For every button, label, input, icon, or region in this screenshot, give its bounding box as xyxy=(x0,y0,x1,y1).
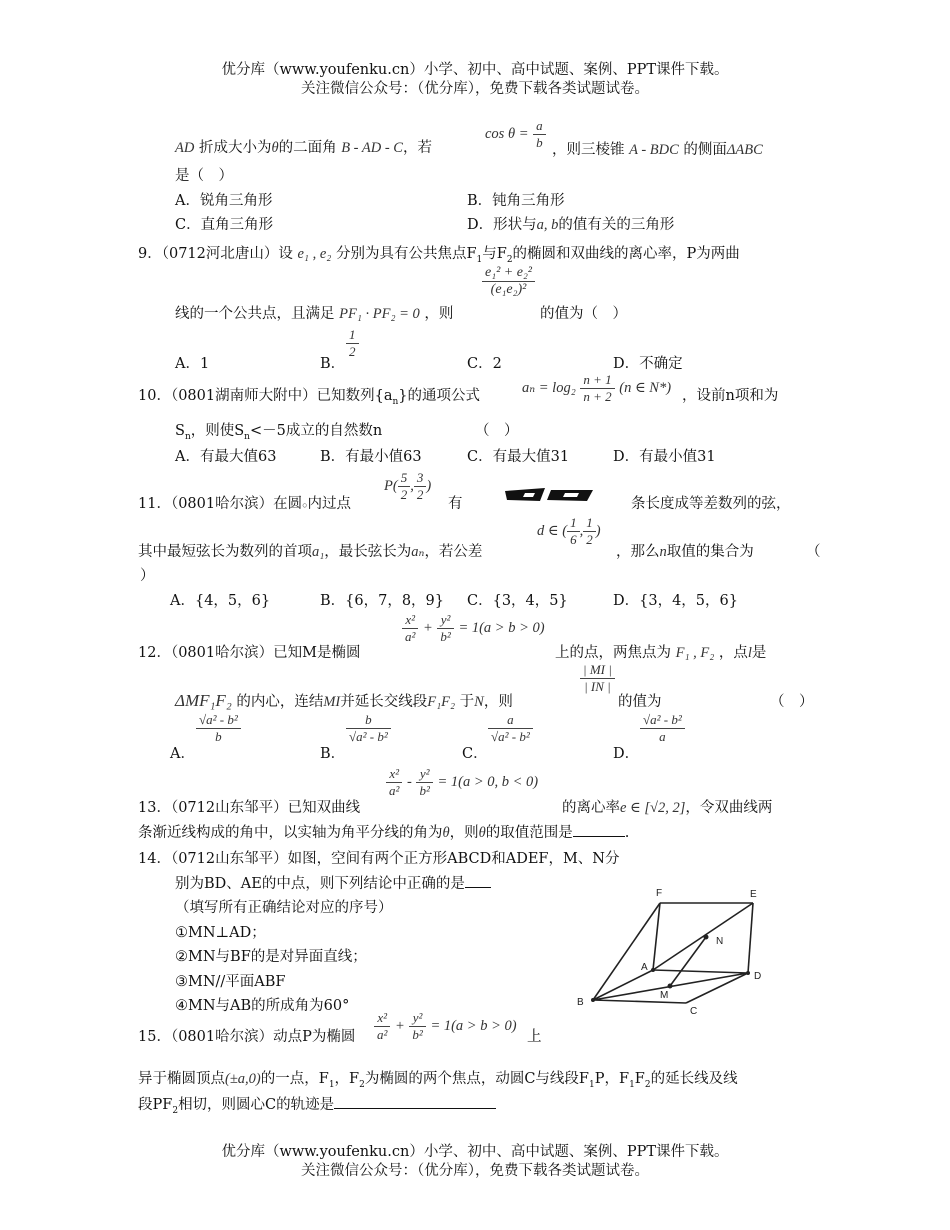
num: y² xyxy=(419,766,430,781)
edge-CD xyxy=(686,973,748,1003)
text: ，则使S xyxy=(190,423,245,439)
math-P: P( xyxy=(384,478,398,494)
math-cos: cos θ = xyxy=(485,126,529,142)
text: . xyxy=(624,825,630,841)
q10-option-a: A．有最大值63 xyxy=(175,449,277,465)
text: （0801哈尔滨）已知M是椭圆 xyxy=(170,645,361,661)
text: ，令双曲线两 xyxy=(685,800,773,816)
math-l: l xyxy=(747,645,752,661)
text: ，则 xyxy=(424,306,454,322)
page-header-line1: 优分库（www.youfenku.cn）小学、初中、高中试题、案例、PPT课件下载。 xyxy=(221,62,729,78)
q11-paren-open: （ xyxy=(806,544,821,560)
page-footer-line2: 关注微信公众号：（优分库），免费下载各类试题试卷。 xyxy=(301,1163,649,1179)
den: b xyxy=(533,134,546,151)
point-A xyxy=(651,968,655,972)
q11-paren-close: ） xyxy=(140,568,155,584)
text: ，若 xyxy=(402,140,432,156)
text: 取值的集合为 xyxy=(666,544,754,560)
q11-line2-tail xyxy=(616,540,754,561)
image-artifact-icon xyxy=(505,488,595,502)
math-MI: MI xyxy=(323,694,341,710)
frac-MI-IN xyxy=(580,662,615,695)
question-number: 12． xyxy=(138,645,171,661)
math-plus: + xyxy=(395,1018,405,1034)
text: P，F xyxy=(594,1071,630,1087)
label-C: C xyxy=(690,1006,698,1017)
text: D．形状与 xyxy=(467,217,537,233)
question-number: 10． xyxy=(138,388,171,404)
num: 1 xyxy=(349,327,356,342)
text: （0712山东邹平）如图，空间有两个正方形ABCD和ADEF，M、N分 xyxy=(170,851,620,867)
math-an: aₙ xyxy=(411,544,425,560)
text: }的通项公式 xyxy=(398,388,481,404)
math-close: ) xyxy=(426,478,432,494)
q10-paren: （ ） xyxy=(475,423,519,439)
math-minus: - xyxy=(407,774,412,790)
math-d: d ∈ ( xyxy=(537,523,568,539)
math-vertex: (±a,0) xyxy=(225,1071,261,1087)
num: 5 xyxy=(400,470,408,485)
q14-option-4: ④MN与AB的所成角为60° xyxy=(175,998,350,1014)
edge-MN xyxy=(670,937,706,986)
text: ，则三棱锥 xyxy=(552,142,625,158)
num: x² xyxy=(389,766,400,781)
den: b² xyxy=(409,1026,425,1043)
den: a² xyxy=(386,782,402,799)
num: x² xyxy=(377,1010,388,1025)
math-dihedral: B - AD - C xyxy=(341,140,403,156)
geometry-figure xyxy=(570,880,780,1020)
math-dot-product: PF₁ · PF₂ = 0 xyxy=(339,306,420,322)
edge-FB xyxy=(593,903,660,1000)
question-number: 9． xyxy=(138,246,162,262)
frac-a-sqrt xyxy=(488,712,533,745)
q11-line2 xyxy=(138,540,482,561)
point-N xyxy=(704,935,709,940)
question-number: 11． xyxy=(138,496,171,512)
den: √a² - b² xyxy=(346,728,391,745)
den: 2 xyxy=(346,343,359,360)
q11-d-range: d ∈ ( $\frac{1}{6}$ , $\frac{1}{2}$ ) xyxy=(537,515,601,547)
num: b xyxy=(365,712,372,727)
q14-option-1: ①MN⊥AD； xyxy=(175,925,266,941)
edge-AE xyxy=(653,903,753,970)
label-F: F xyxy=(656,888,663,899)
question-number: 13． xyxy=(138,800,171,816)
q9-option-d: D．不确定 xyxy=(613,356,683,372)
math-circle: ○ xyxy=(302,500,308,510)
text: 的值有关的三角形 xyxy=(558,217,675,233)
math-AD: AD xyxy=(175,140,195,156)
frac-sqrt-b xyxy=(196,712,241,745)
den: b xyxy=(196,728,241,745)
den: 6 xyxy=(567,531,580,548)
math-e1e2: e₁ , e₂ xyxy=(297,246,332,262)
q13-hyperbola xyxy=(386,766,538,799)
math-triangle: ΔABC xyxy=(726,142,763,158)
label-B: B xyxy=(577,997,584,1008)
text: 的内心，连结 xyxy=(236,694,324,710)
q14-line1 xyxy=(138,847,620,868)
q10-line2: $S_n$，则使$S_n<-5$成立的自然数n xyxy=(175,423,383,442)
math-e-range: e ∈ [√2, 2] xyxy=(620,800,686,816)
text: 上的点，两焦点为 xyxy=(555,645,671,661)
text: 相切，则圆心C的轨迹是 xyxy=(178,1097,335,1113)
q11-you: 有 xyxy=(448,496,463,512)
point-B xyxy=(591,998,595,1002)
math-N: N xyxy=(474,694,484,710)
num: e₁² + e₂² xyxy=(485,265,533,280)
q12-option-b: B． xyxy=(320,746,346,762)
q12-option-d: D． xyxy=(613,746,640,762)
num: a xyxy=(507,712,514,727)
text: ，那么 xyxy=(616,544,660,560)
frac-y2 xyxy=(409,1010,425,1043)
text: 的二面角 xyxy=(278,140,337,156)
math-plus: + xyxy=(423,620,433,636)
q9-option-b: B． xyxy=(320,356,346,372)
frac-x2 xyxy=(402,612,418,645)
text: ，最长弦长为 xyxy=(324,544,412,560)
q12-line1 xyxy=(138,641,360,662)
label-N: N xyxy=(716,936,724,947)
edge-AD xyxy=(653,970,748,973)
frac-3-2 xyxy=(414,470,427,503)
text: 并延长交线段 xyxy=(340,694,428,710)
num: √a² - b² xyxy=(199,712,238,727)
num: n + 1 xyxy=(583,372,612,387)
num: x² xyxy=(405,612,416,627)
q15-ellipse xyxy=(374,1010,517,1043)
num: 1 xyxy=(586,515,593,530)
q9-fraction xyxy=(482,265,535,298)
text: 为椭圆的两个焦点，动圆C与线段F xyxy=(364,1071,589,1087)
text: ，则 xyxy=(483,694,513,710)
text: ，若公差 xyxy=(424,544,483,560)
q8-line1 xyxy=(175,136,432,157)
q8-option-a: A．锐角三角形 xyxy=(175,193,273,209)
text: （0712河北唐山）设 xyxy=(161,246,293,262)
page-footer-line1: 优分库（www.youfenku.cn）小学、初中、高中试题、案例、PPT课件下载。 xyxy=(221,1144,729,1160)
text: 的离心率 xyxy=(562,800,620,816)
text: ，点 xyxy=(718,645,748,661)
text: 内过点 xyxy=(307,496,352,512)
frac-e xyxy=(482,265,535,298)
text: 分别为具有公共焦点F xyxy=(335,246,477,262)
text: （0712山东邹平）已知双曲线 xyxy=(170,800,361,816)
math-n: n xyxy=(659,544,667,560)
den: √a² - b² xyxy=(488,728,533,745)
den: 2 xyxy=(398,486,411,503)
question-number: 15． xyxy=(138,1029,171,1045)
den: b² xyxy=(437,628,453,645)
math-theta: θ xyxy=(271,140,279,156)
q12-ratio xyxy=(580,662,615,695)
q14-option-3: ③MN//平面ABF xyxy=(175,974,286,990)
label-E: E xyxy=(750,889,757,900)
q8-line1b xyxy=(552,138,763,159)
den: (e₁e₂)² xyxy=(482,281,535,298)
math-hyperbola-eq: = 1(a > 0, b < 0) xyxy=(437,774,539,790)
text: ，则 xyxy=(449,825,479,841)
q12-option-c: C． xyxy=(462,746,488,762)
q14-line3: （填写所有正确结论对应的序号） xyxy=(175,900,393,916)
text: 线的一个公共点，且满足 xyxy=(175,306,335,322)
num: | MI | xyxy=(583,662,612,677)
q11-option-c: C．{3，4，5} xyxy=(467,593,568,609)
den: n + 2 xyxy=(580,388,614,405)
num: y² xyxy=(440,612,451,627)
q15-line3: 段$PF_2$相切，则圆心C的轨迹是 xyxy=(138,1093,496,1116)
edge-BC xyxy=(593,1000,686,1003)
frac-b-sqrt xyxy=(346,712,391,745)
q14-line2 xyxy=(175,872,491,893)
q9-tail: 的值为（ ） xyxy=(540,306,627,322)
q12-option-c-frac xyxy=(488,712,533,745)
frac-1-6 xyxy=(567,515,580,548)
num: √a² - b² xyxy=(643,712,682,727)
q12-option-a: A． xyxy=(170,746,195,762)
math-theta: θ xyxy=(442,825,450,841)
num: y² xyxy=(412,1010,423,1025)
text: 折成大小为 xyxy=(198,140,272,156)
page-header-line2: 关注微信公众号：（优分库），免费下载各类试题试卷。 xyxy=(301,81,649,97)
frac-half xyxy=(346,327,359,360)
math-triangle: ΔMF₁F₂ xyxy=(175,691,232,710)
text: 的取值范围是 xyxy=(485,825,573,841)
q9-option-a: A．1 xyxy=(175,356,210,372)
label-A: A xyxy=(641,962,648,973)
math-nN: (n ∈ N*) xyxy=(619,380,672,396)
q11-image-artifact xyxy=(505,488,595,506)
q12-option-d-frac xyxy=(640,712,685,745)
text: <－5成立的自然数n xyxy=(249,423,383,439)
q12-line2 xyxy=(175,690,513,711)
q11-point: P( $\frac{5}{2}$ , $\frac{3}{2}$ ) xyxy=(384,470,432,502)
den: b² xyxy=(416,782,432,799)
label-D: D xyxy=(754,971,762,982)
edge-ED xyxy=(748,903,753,973)
frac-sqrt-a xyxy=(640,712,685,745)
math-pyramid: A - BDC xyxy=(629,142,679,158)
text: 是 xyxy=(751,645,767,661)
label-M: M xyxy=(660,990,669,1001)
math-an: aₙ = log₂ xyxy=(522,380,576,396)
frac-5-2 xyxy=(398,470,411,503)
math-ellipse-eq: = 1(a > b > 0) xyxy=(430,1018,517,1034)
q12-option-a-frac xyxy=(196,712,241,745)
text: （0801湖南师大附中）已知数列{a xyxy=(170,388,393,404)
text: ，F xyxy=(334,1071,360,1087)
frac-y2 xyxy=(416,766,432,799)
math-a1: a₁ xyxy=(312,544,325,560)
math-ab: a, b xyxy=(536,217,559,233)
frac-x2 xyxy=(374,1010,390,1043)
text: 的椭圆和双曲线的离心率，P为两曲 xyxy=(512,246,740,262)
text: 别为BD、AE的中点，则下列结论中正确的是 xyxy=(175,876,465,892)
den: | IN | xyxy=(580,678,615,695)
q12-option-b-frac xyxy=(346,712,391,745)
frac-y2 xyxy=(437,612,453,645)
num: a xyxy=(536,118,543,133)
q8-line2: 是（ ） xyxy=(175,168,233,184)
den: 2 xyxy=(583,531,596,548)
q11-option-b: B．{6，7，8，9} xyxy=(320,593,445,609)
math-segment: F₁F₂ xyxy=(427,694,456,710)
frac-x2 xyxy=(386,766,402,799)
q8-option-b: B．钝角三角形 xyxy=(467,193,565,209)
answer-blank[interactable] xyxy=(465,887,491,888)
q10-option-d: D．有最小值31 xyxy=(613,449,716,465)
text: 其中最短弦长为数列的首项 xyxy=(138,544,312,560)
math-ellipse-eq: = 1(a > b > 0) xyxy=(458,620,545,636)
q9-line2 xyxy=(175,302,453,323)
q13-line1-tail xyxy=(562,796,772,817)
frac-n xyxy=(580,372,614,405)
q14-option-2: ②MN与BF的是对异面直线； xyxy=(175,949,367,965)
text: 段PF xyxy=(138,1097,173,1113)
q12-ellipse xyxy=(402,612,545,645)
q8-option-d xyxy=(467,213,674,234)
q9-option-c: C．2 xyxy=(467,356,502,372)
answer-blank[interactable] xyxy=(334,1108,496,1109)
q11-option-d: D．{3，4，5，6} xyxy=(613,593,738,609)
text: 的延长线及线 xyxy=(650,1071,738,1087)
point-D xyxy=(746,971,750,975)
text: （0801哈尔滨）在圆 xyxy=(170,496,303,512)
text: 的侧面 xyxy=(683,142,727,158)
frac-1-2 xyxy=(583,515,596,548)
text: 条渐近线构成的角中，以实轴为角平分线的角为 xyxy=(138,825,443,841)
q10-tail: ，设前n项和为 xyxy=(682,388,779,404)
q9-line1: 9．（0712河北唐山）设 e₁ , e₂ 分别为具有公共焦点$F_1$与$F_2$的椭圆和双曲线的离心率，P为两曲 xyxy=(138,246,740,265)
question-number: 14． xyxy=(138,851,171,867)
q15-line1 xyxy=(138,1025,355,1046)
text: S xyxy=(175,423,185,439)
text: （0801哈尔滨）动点P为椭圆 xyxy=(170,1029,356,1045)
q13-line1 xyxy=(138,796,360,817)
text: 于 xyxy=(459,694,475,710)
q15-line2: 异于椭圆顶点(±a,0)的一点，$F_1$，$F_2$为椭圆的两个焦点，动圆C与线段$F_1P$，$F_1F_2$的延长线及线 xyxy=(138,1071,738,1090)
den: a² xyxy=(402,628,418,645)
den: a² xyxy=(374,1026,390,1043)
text: 异于椭圆顶点 xyxy=(138,1071,225,1087)
math-foci: F₁ , F₂ xyxy=(675,645,715,661)
q10-line1: 10．（0801湖南师大附中）已知数列$\{a_n\}$的通项公式 xyxy=(138,388,481,407)
edge-FA xyxy=(653,903,660,970)
q11-line1-tail: 条长度成等差数列的弦， xyxy=(631,496,791,512)
text: 与F xyxy=(482,246,507,262)
q12-line2-tail: 的值为 xyxy=(618,694,662,710)
q10-option-b: B．有最小值63 xyxy=(320,449,422,465)
frac-a-b xyxy=(533,118,546,151)
point-M xyxy=(668,984,673,989)
q12-paren: （ ） xyxy=(770,694,814,710)
answer-blank[interactable] xyxy=(573,836,625,837)
q11-option-a: A．{4，5，6} xyxy=(170,593,271,609)
math-theta: θ xyxy=(478,825,486,841)
q15-shang: 上 xyxy=(527,1029,542,1045)
math-close: ) xyxy=(595,523,601,539)
q10-option-c: C．有最大值31 xyxy=(467,449,570,465)
q9-half xyxy=(346,327,359,360)
text: F xyxy=(634,1071,645,1087)
q8-option-c: C．直角三角形 xyxy=(175,217,274,233)
q8-cos-formula xyxy=(485,118,546,151)
den: 2 xyxy=(414,486,427,503)
q12-line1-tail xyxy=(555,641,766,662)
den: a xyxy=(640,728,685,745)
num: 1 xyxy=(570,515,577,530)
num: 3 xyxy=(416,470,424,485)
text: 的一点，F xyxy=(260,1071,329,1087)
q10-formula xyxy=(522,372,671,405)
q13-line2 xyxy=(138,821,629,842)
q11-line1 xyxy=(138,492,351,513)
